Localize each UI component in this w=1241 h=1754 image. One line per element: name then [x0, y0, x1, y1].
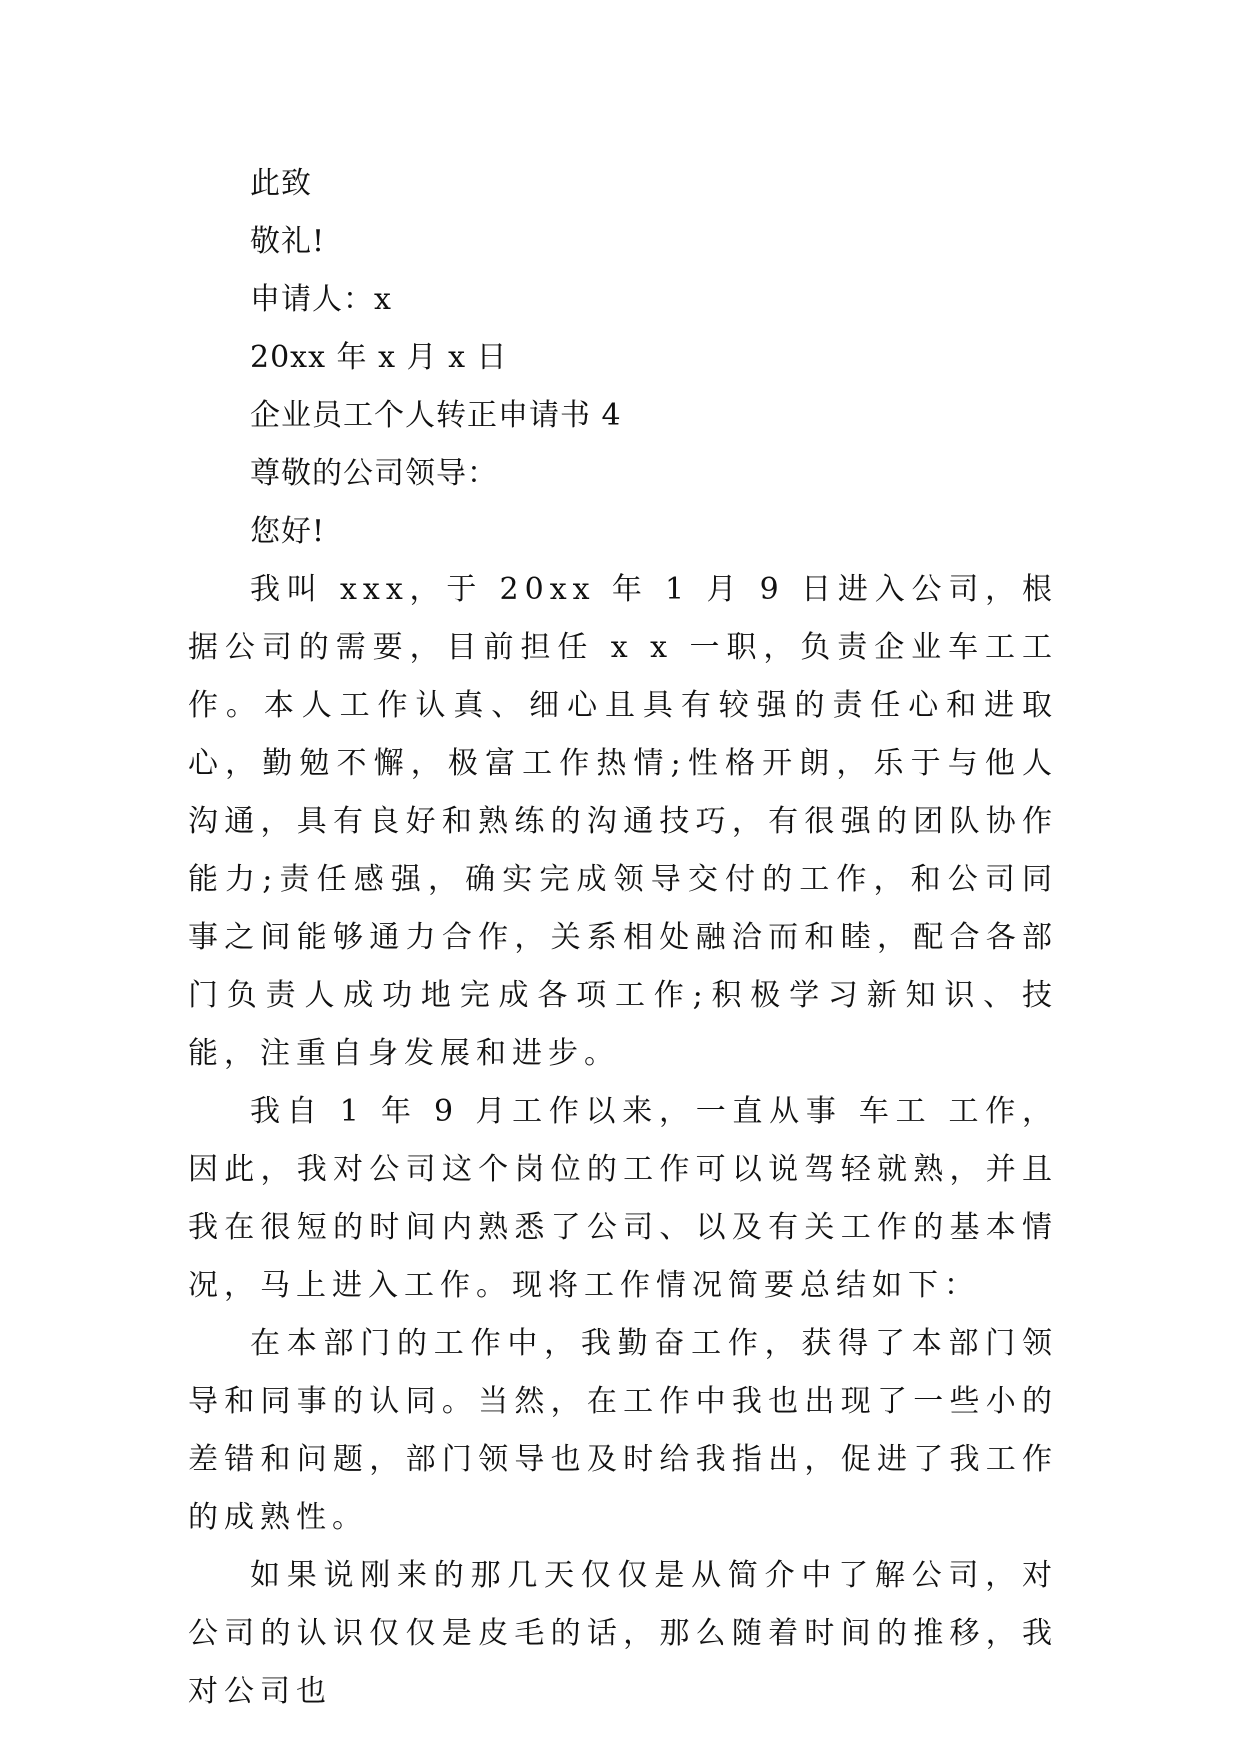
letter-closing — [188, 155, 1058, 561]
letter-title: 企业员工个人转正申请书 4 — [250, 398, 622, 433]
date-line: 20xx 年 x 月 x 日 — [250, 340, 508, 375]
closing-jing-li: 敬礼! — [250, 224, 326, 259]
document-body — [188, 155, 1058, 1721]
body-paragraph-4: 如果说刚来的那几天仅仅是从简介中了解公司，对公司的认识仅仅是皮毛的话，那么随着时间的推移，我对公司也 — [188, 1558, 1058, 1709]
greeting: 您好! — [250, 514, 326, 549]
salutation: 尊敬的公司领导： — [250, 456, 498, 491]
applicant-line: 申请人：x — [250, 282, 392, 317]
body-paragraph-2: 我自 1 年 9 月工作以来，一直从事 车工 工作，因此，我对公司这个岗位的工作可以说驾轻就熟，并且我在很短的时间内熟悉了公司、以及有关工作的基本情况，马上进入工作。现将工作情况简要总结如下： — [188, 1094, 1058, 1303]
body-paragraph-1: 我叫 xxx，于 20xx 年 1 月 9 日进入公司，根据公司的需要，目前担任 x x 一职，负责企业车工工作。本人工作认真、细心且具有较强的责任心和进取心，勤勉不懈，极富工作热情;性格开朗，乐于与他人沟通，具有良好和熟练的沟通技巧，有很强的团队协作能力;责任感强，确实完成领导交付的工作，和公司同事之间能够通力合作，关系相处融洽而和睦，配合各部门负责人成功地完成各项工作;积极学习新知识、技能，注重自身发展和进步。 — [188, 572, 1058, 1071]
body-paragraph-3: 在本部门的工作中，我勤奋工作，获得了本部门领导和同事的认同。当然，在工作中我也出现了一些小的差错和问题，部门领导也及时给我指出，促进了我工作的成熟性。 — [188, 1326, 1058, 1535]
closing-ci-zhi: 此致 — [250, 166, 312, 201]
